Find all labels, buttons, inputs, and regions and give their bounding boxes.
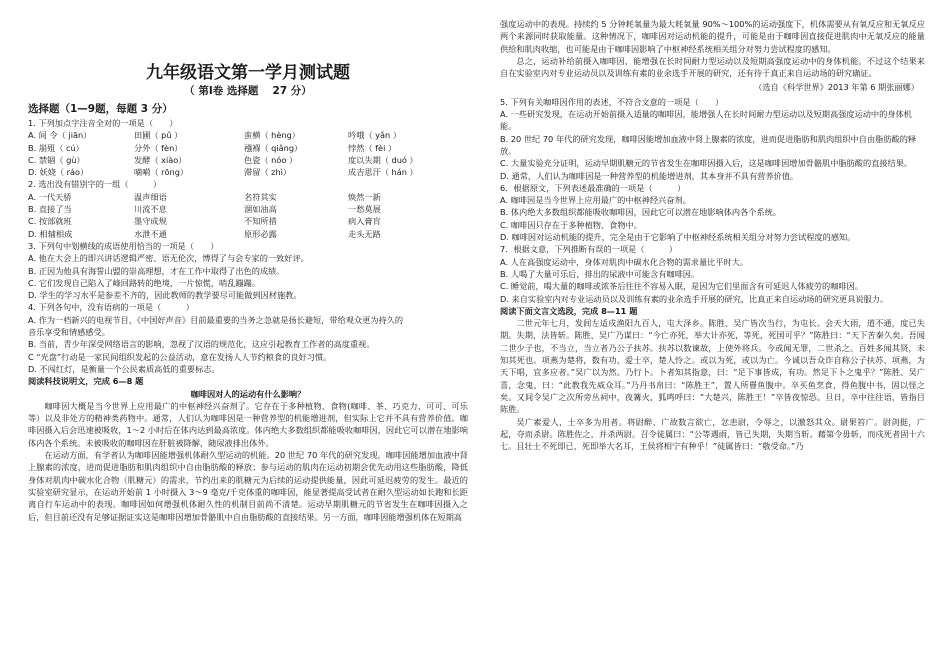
option-cell: C. 禁锢（ gù） xyxy=(28,154,85,165)
option-line: C. 它们发现自己陷入了峰回路转的绝境，一片惊慌，哨乱蹦蹦。 xyxy=(28,277,260,288)
question-1-options xyxy=(28,129,468,178)
question-3: 3. 下列句中划横线的成语使用恰当的一项是（ ） xyxy=(28,240,219,251)
article-paragraph: 强度运动中的表现。持续约 5 分钟耗氧量为最大耗氧量 90%～100%的运动强度下，机体需要从有氧反应和无氧反应两个来源同时获取能量。这种情况下，咖啡因对运动机能的提升，可能是由于咖啡因直接促进肌肉中无氧反应的能量供给和肌肉收缩，也可能是由于咖啡因影响了中枢神经系统相关组分对努力尝试程度的感知。 xyxy=(500,19,925,54)
question-4: 4. 下列各句中，没有语病的一项是（ ） xyxy=(28,302,194,313)
option-line: D. 通常，人们认为咖啡因是一种营养型的机能增进剂，其本身并不具有营养价值。 xyxy=(500,170,799,181)
left-column xyxy=(28,62,468,523)
question-7: 7．根据文意，下列推断有误的一项是（ ） xyxy=(500,244,678,255)
option-cell: 色瓷（ nóo ） xyxy=(244,154,298,165)
option-cell: 涸如油高 xyxy=(244,204,277,215)
option-line: B. 20 世纪 70 年代的研究发现，咖啡因能增加血液中肾上腺素的浓度，进而促进脂肪和肌肉组织中自由脂肪酸的释放。 xyxy=(500,133,917,156)
option-line: A. 咖啡因是当今世界上应用最广的中枢神经兴奋剂。 xyxy=(500,195,691,206)
option-cell: B. 崩殂（ cú） xyxy=(28,142,84,153)
article-paragraph: 在运动方面，有学者认为咖啡因能增强机体耐久型运动的机能。20 世纪 70 年代的研究发现，咖啡因能增加血液中肾上腺素的浓度，进而促进脂肪和肌肉组织中自由脂肪酸的释放；参与运动的肌肉在运动初期会优先动用这些脂肪酸，降低身体对肌肉中碳水化合物（肌糖元）的需求，节约出来的肌糖元为后续的运动提供能量，因此可延迟疲劳的发生。最近的实验室研究显示，在运动开始前 1 小时摄入 3～9 毫克/千克体重的咖啡因，能显著提高受试者在耐久型运动如长跑和长距离自行车运动中的表现。咖啡因如何增强机体耐久性的机制目前尚不清楚。运动早期肌糖元的节省发生在咖啡因摄入之后，但目前还没有足够证据证实这是咖啡因增加骨骼肌中自由脂肪酸的直接结果。另一方面，咖啡因能增强机体在短期高 xyxy=(28,450,468,522)
classical-paragraph: 二世元年七月，发闾左适戍渔阳九百人，屯大泽乡。陈胜、吴广皆次当行，为屯长。会天大雨，道不通，度已失期。失期，法皆斩。陈胜、吴广乃谋曰：“今亡亦死，举大计亦死，等死，死国可乎？”陈胜曰：“天下苦秦久矣。吾闻二世少子也，不当立，当立者乃公子扶苏。扶苏以数谏故，上使外将兵。今或闻无罪，二世杀之。百姓多闻其贤，未知其死也。项燕为楚将，数有功，爱士卒，楚人怜之。或以为死，或以为亡。今诚以吾众诈自称公子扶苏、项燕，为天下唱，宜多应者。”吴广以为然。乃行卜。卜者知其指意，曰：“足下事皆成，有功。然足下卜之鬼乎？”陈胜、吴广喜，念鬼，曰：“此教我先威众耳。”乃丹书帛曰：“陈胜王”，置人所罾鱼腹中。卒买鱼烹食，得鱼腹中书，固以怪之矣。又间令吴广之次所旁丛祠中，夜篝火，狐鸣呼曰：“大楚兴，陈胜王！”卒皆夜惊恐。旦日，卒中往往语，皆指目陈胜。 xyxy=(500,318,925,415)
article-source: （选自《科学世界》2013 年第 6 期张丽娜） xyxy=(754,82,919,93)
option-cell: 病入膏肓 xyxy=(348,216,381,227)
option-row xyxy=(28,154,468,166)
option-row xyxy=(28,203,468,215)
option-line: B. 正因为他具有海誓山盟的崇高理想，才在工作中取得了出色的成绩。 xyxy=(28,265,285,276)
option-cell: 吟哦（ yǎn ） xyxy=(348,130,402,141)
question-1: 1. 下列加点字注音全对的一项是（ ） xyxy=(28,118,178,128)
option-cell: 悖然（ fèi ） xyxy=(348,142,397,153)
option-cell: 名符其实 xyxy=(244,191,277,202)
option-line: B. 当前，青少年深受网络语言的影响，忽视了汉语的规范化，这应引起教育工作者的高度重视。 xyxy=(28,339,375,350)
article-paragraph: 总之，运动补给前摄入咖啡因，能增强在长时间耐力型运动以及短期高强度运动中的身体机能。不过这个结果来自在实验室内对专业运动员以及训练有素的业余选手开展的研究，还有待于真正来自运动场的研究确证。 xyxy=(500,55,925,79)
question-2-options xyxy=(28,191,468,240)
article-title: 咖啡因对人的运动有什么影响？ xyxy=(190,388,306,399)
option-cell: 嘀嗬（ rōng） xyxy=(134,167,189,178)
option-cell: 成吉思汗（ hán ） xyxy=(348,167,418,178)
option-cell: B. 直接了当 xyxy=(28,204,72,215)
question-2: 2. 选出没有错别字的一组（ ） xyxy=(28,179,162,190)
option-row xyxy=(28,228,468,240)
option-row xyxy=(28,142,468,154)
option-cell: 水泄不通 xyxy=(134,228,167,239)
option-cell: 蛮横（ hèng） xyxy=(244,130,300,141)
question-5: 5. 下列有关咖啡因作用的表述，不符合文意的一项是（ ） xyxy=(500,96,724,107)
option-line: C. 咖啡因只存在于多种植物、食物中。 xyxy=(500,219,642,230)
option-cell: 发酵（ xiào） xyxy=(134,154,187,165)
exam-subtitle: （ 第Ⅰ卷 选择题 27 分） xyxy=(184,85,312,97)
option-cell: 川流不息 xyxy=(134,204,167,215)
option-line: D. 来自实验室内对专业运动员以及训练有素的业余选手开展的研究，比真正来自运动场的研究更具说服力。 xyxy=(500,293,889,304)
option-cell: A. 间 令（ jiān） xyxy=(28,130,92,141)
option-line: A. 一些研究发现，在运动开始前摄入适量的咖啡因，能增强人在长时间耐力型运动以及短期高强度运动中的身体机能。 xyxy=(500,109,912,132)
option-cell: C. 按部就班 xyxy=(28,216,72,227)
option-cell: 滞留（ zhì） xyxy=(244,167,292,178)
section-heading: 选择题（1—9题，每题 3 分） xyxy=(28,103,173,115)
option-row xyxy=(28,166,468,178)
classical-paragraph: 吴广素爱人，士卒多为用者。将尉醉，广故数言欲亡，忿恚尉，令辱之，以激怒其众。尉果笞广。尉剑挺，广起，夺而杀尉。陈胜佐之，并杀两尉。召令徒属曰：“公等遇雨，皆已失期，失期当斩。藉第令毋斩，而戍死者固十六七。且壮士不死即已，死即举大名耳，王侯将相宁有种乎！”徒属皆曰：“敬受命。”乃 xyxy=(500,416,925,452)
option-line: 音乐享受和情感感受。 xyxy=(28,327,110,338)
option-cell: 田圃（ pǔ ） xyxy=(134,130,183,141)
option-line: A. 他在大会上的即兴讲话逻辑严密、语无伦次，博得了与会专家的一致好评。 xyxy=(28,253,309,264)
option-line: C. 大量实验充分证明，运动早期肌糖元的节省发生在咖啡因摄入后，这是咖啡因增加骨骼肌中脂肪酸的直接结果。 xyxy=(500,158,913,169)
option-line: D. 不闯红灯，是衡量一个公民素质高低的重要标志。 xyxy=(28,363,220,374)
right-column xyxy=(500,18,925,452)
option-cell: D. 妖娆（ ráo） xyxy=(28,167,89,178)
option-line: A. 人在高强度运动中，身体对肌肉中碳水化合物的需求量比平时大。 xyxy=(500,256,749,267)
article-paragraph: 咖啡因大概是当今世界上应用最广的中枢神经兴奋剂了。它存在于多种植物、食物(咖啡、茶、巧克力、可可、可乐等）以及非处方的精神类药物中。通常，人们认为咖啡因是一种营养型的机能增进剂，但实际上它并不具有营养价值。咖啡因摄入后会迅速被吸收，1～2 小时后在体内达到最高浓度。体内绝大多数组织都能吸收咖啡因，因此它可以潜在地影响体内各个系统。未被吸收的咖啡因在肝脏被降解，随尿液排出体外。 xyxy=(28,400,468,448)
option-cell: 原形必露 xyxy=(244,228,277,239)
question-6: 6．根据原文，下列表述最准确的一项是（ ） xyxy=(500,182,686,193)
option-line: B. 体内绝大多数组织都能吸收咖啡因，因此它可以潜在地影响体内各个系统。 xyxy=(500,207,782,218)
option-cell: D. 相辅相成 xyxy=(28,228,73,239)
option-cell: 不知所措 xyxy=(244,216,277,227)
option-line: C. 睡觉前，喝大量的咖啡或浓茶后往往不容易入眠，是因为它们里面含有可延迟人体疲劳的咖啡因。 xyxy=(500,281,863,292)
option-cell: 一愁莫展 xyxy=(348,204,381,215)
option-cell: 襁褓（ qiǎng） xyxy=(244,142,303,153)
option-line: D. 学生的学习水平是参差不齐的，因此教师的教学要尽可能做到因材施教。 xyxy=(28,290,302,301)
option-row xyxy=(28,215,468,227)
option-row xyxy=(28,129,468,141)
option-line: D. 咖啡因对运动机能的提升，完全是由于它影响了中枢神经系统相关组分对努力尝试程度的感知。 xyxy=(500,232,856,243)
option-cell: A. 一代天骄 xyxy=(28,191,72,202)
classical-section-heading: 阅读下面文言文选段，完成 8—11 题 xyxy=(500,305,638,316)
option-cell: 墨守成规 xyxy=(134,216,167,227)
option-line: C “光盘”行动是一家民间组织发起的公益活动，意在发扬人人节约粮食的良好习惯。 xyxy=(28,351,332,362)
option-line: A. 作为一档新兴的电视节目，《中国好声音》目前最重要的当务之急就是扬长避短，带给观众更为持久的 xyxy=(28,314,404,325)
option-cell: 温声细语 xyxy=(134,191,167,202)
option-cell: 分外（ fèn） xyxy=(134,142,183,153)
reading-section-heading: 阅读科技说明文，完成 6—8 题 xyxy=(28,376,144,387)
option-cell: 焕然一新 xyxy=(348,191,381,202)
option-line: B. 人喝了大量可乐后，排出的尿液中可能含有咖啡因。 xyxy=(500,268,700,279)
option-cell: 走头无路 xyxy=(348,228,381,239)
option-cell: 度以失期（ duó ） xyxy=(348,154,418,165)
option-row xyxy=(28,191,468,203)
exam-title: 九年级语文第一学月测试题 xyxy=(146,63,350,83)
